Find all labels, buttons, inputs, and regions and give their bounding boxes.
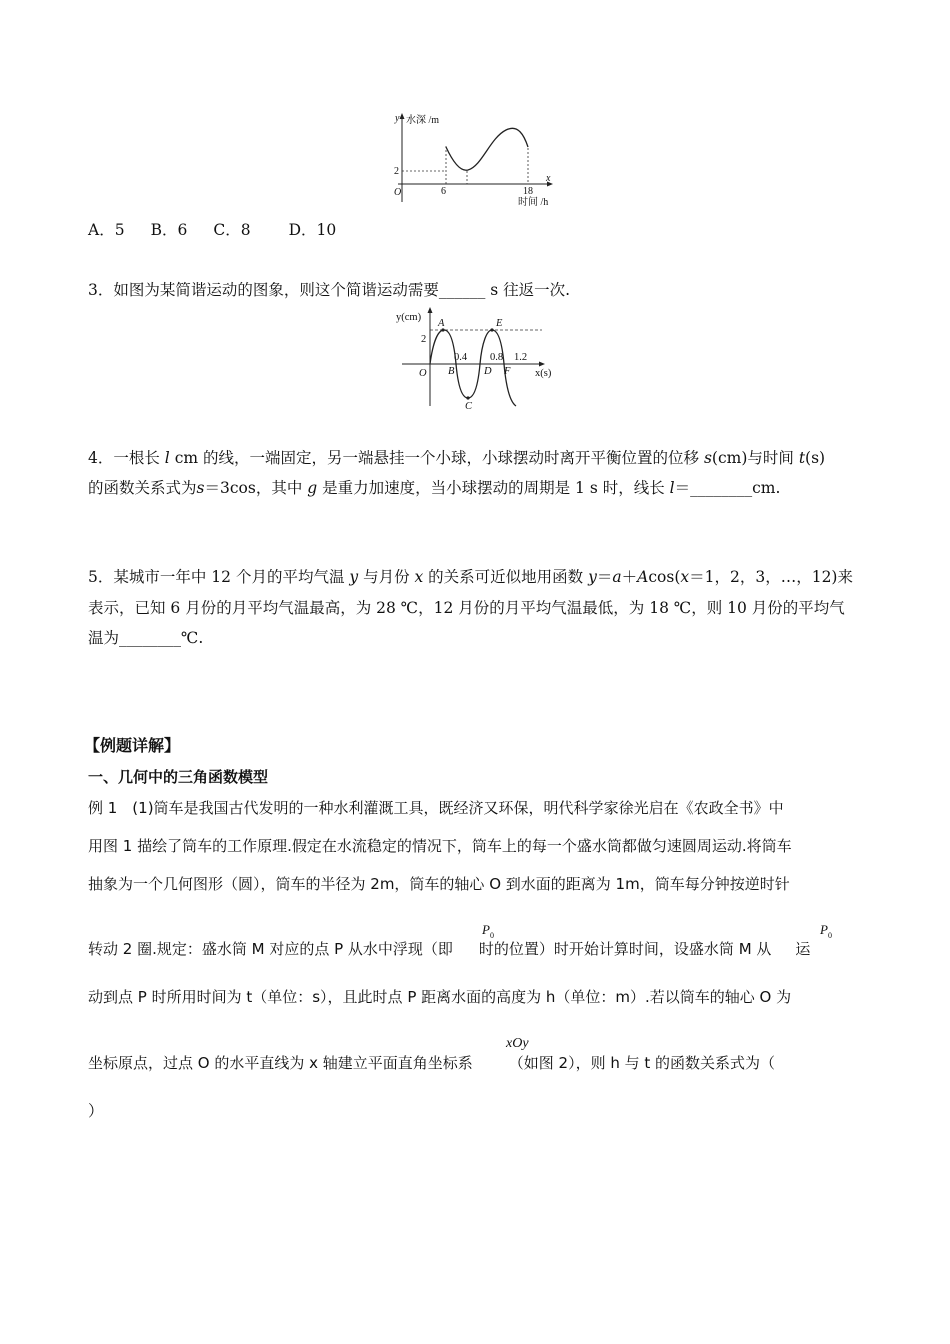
y-axis-arrow — [400, 113, 405, 119]
point-c-label: C — [465, 401, 473, 412]
q2-options — [88, 220, 362, 240]
example1-line6: 坐标原点，过点 O 的水平直线为 x 轴建立平面直角坐标系 （如图 2），则 h 与 t 的函数关系式为（ — [88, 1054, 776, 1072]
option-d[interactable]: D．10 — [288, 221, 337, 239]
point-a-label: A — [438, 318, 445, 329]
x-tick-18: 18 — [523, 186, 533, 197]
example1-line3: 抽象为一个几何图形（圆），筒车的半径为 2m，筒车的轴心 O 到水面的距离为 1m，筒车每分钟按逆时针 — [88, 875, 790, 893]
point-f-label: F — [504, 366, 511, 377]
origin-label: O — [419, 368, 427, 379]
q5-line1: 5．某城市一年中 12 个月的平均气温 y 与月份 x 的关系可近似地用函数 y＝a＋Acos(x＝1，2，3，…，12)来 — [88, 568, 853, 586]
q5-line3: 温为________℃. — [88, 629, 204, 647]
example1-line2: 用图 1 描绘了筒车的工作原理.假定在水流稳定的情况下，筒车上的每一个盛水筒都做匀速圆周运动.将筒车 — [88, 837, 792, 855]
xoy-symbol: xOy — [506, 1036, 529, 1051]
x-unit-label: 时间 /h — [518, 197, 549, 208]
y-tick-2: 2 — [394, 166, 399, 177]
example1-line5: 动到点 P 时所用时间为 t（单位：s），且此时点 P 距离水面的高度为 h（单位：m）.若以筒车的轴心 O 为 — [88, 988, 792, 1006]
p0-symbol-2: $P_0$ — [820, 922, 832, 940]
q4-line2: 的函数关系式为s＝3cos，其中 g 是重力加速度，当小球摆动的周期是 1 s 时，线长 l＝________cm. — [88, 479, 781, 497]
depth-curve — [446, 128, 528, 170]
example1-line4: 转动 2 圈.规定：盛水筒 M 对应的点 P 从水中浮现（即 时的位置）时开始计算时间，设盛水筒 M 从 运 — [88, 940, 811, 958]
x-tick-0.8: 0.8 — [490, 352, 504, 363]
x-axis-label: x(s) — [535, 368, 552, 379]
option-b[interactable]: B．6 — [150, 221, 188, 239]
q5-line2: 表示，已知 6 月份的月平均气温最高，为 28 ℃，12 月份的月平均气温最低，为 18 ℃，则 10 月份的平均气 — [88, 599, 845, 617]
q4-line1: 4．一根长 l cm 的线，一端固定，另一端悬挂一个小球，小球摆动时离开平衡位置的位移 s(cm)与时间 t(s) — [88, 449, 826, 467]
y-axis-arrow — [428, 307, 433, 313]
water-depth-graph — [390, 110, 570, 210]
x-axis-label: x — [546, 173, 551, 184]
y-axis-label: y(cm) — [396, 312, 422, 323]
q3-text: 3．如图为某简谐运动的图象，则这个简谐运动需要______ s 往返一次. — [88, 281, 571, 299]
example1-line7: ） — [88, 1102, 104, 1120]
harmonic-motion-graph — [392, 306, 562, 412]
point-e-marker — [490, 328, 493, 331]
x-tick-0.4: 0.4 — [454, 352, 468, 363]
y-axis-label: y — [395, 113, 400, 124]
x-tick-6: 6 — [441, 186, 446, 197]
x-tick-1.2: 1.2 — [514, 352, 528, 363]
point-c-marker — [466, 396, 469, 399]
point-d-label: D — [484, 366, 492, 377]
p0-symbol-1: $P_0$ — [482, 922, 494, 940]
option-a[interactable]: A．5 — [88, 221, 125, 239]
example1-line1: 例 1 (1)筒车是我国古代发明的一种水利灌溉工具，既经济又环保，明代科学家徐光启在《农政全书》中 — [88, 799, 784, 817]
section-subheading: 一、几何中的三角函数模型 — [88, 768, 269, 786]
y-tick-2: 2 — [421, 334, 427, 345]
x-axis-arrow — [539, 362, 545, 367]
origin-label: O — [394, 187, 402, 198]
point-e-label: E — [496, 318, 503, 329]
option-c[interactable]: C．8 — [213, 221, 251, 239]
point-b-label: B — [448, 366, 455, 377]
y-unit-label: 水深 /m — [406, 115, 440, 126]
section-heading: 【例题详解】 — [84, 736, 181, 755]
